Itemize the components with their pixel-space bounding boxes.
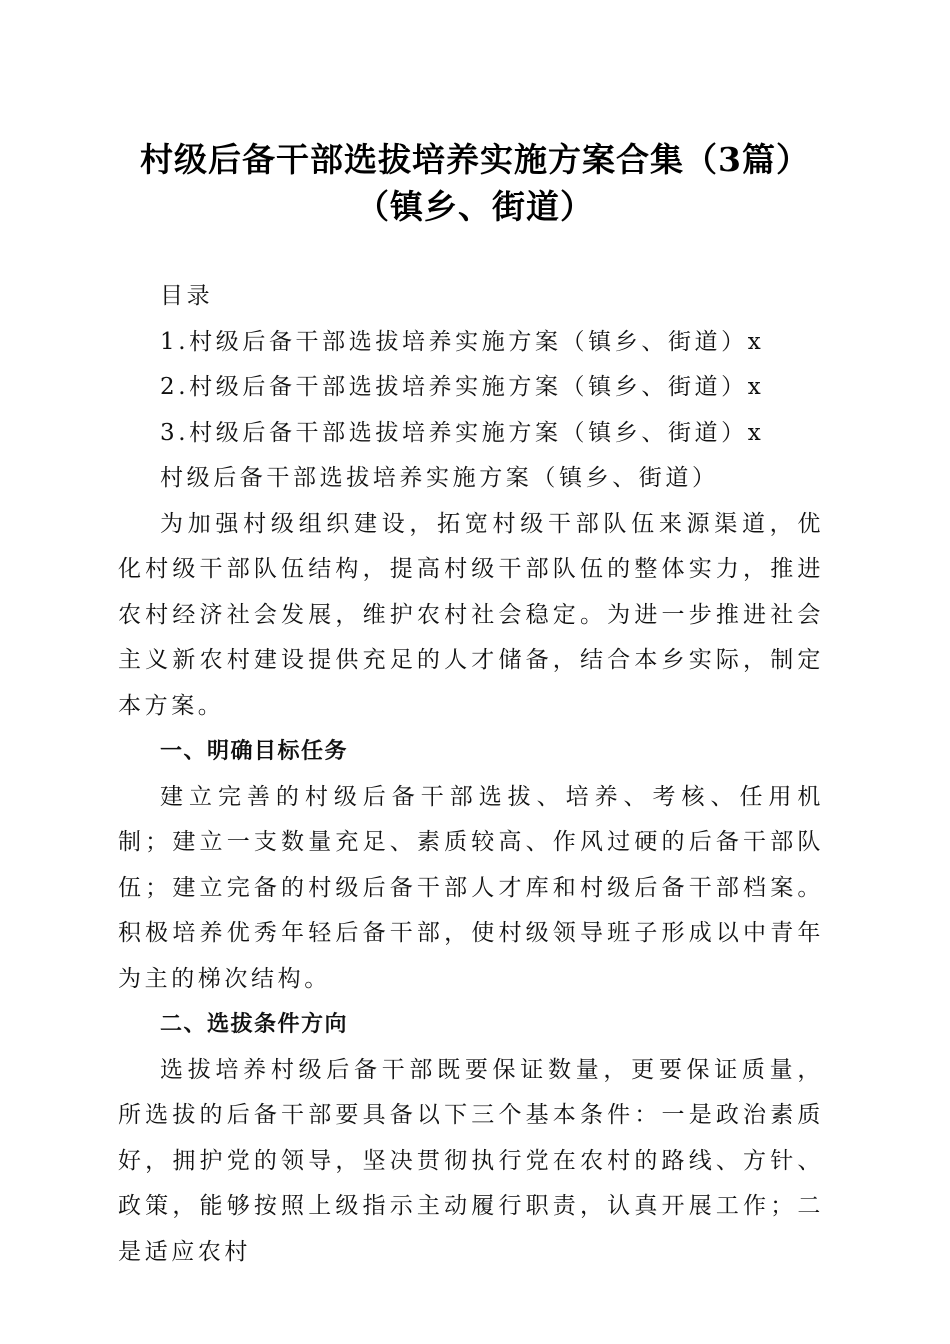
section-heading: 二、选拔条件方向	[160, 1012, 349, 1037]
document-title: 村级后备干部选拔培养实施方案合集（3篇）	[140, 140, 810, 179]
toc-item[interactable]: 2.村级后备干部选拔培养实施方案（镇乡、街道）x	[160, 374, 765, 400]
document-body	[118, 274, 824, 1275]
toc-heading: 目录	[160, 283, 214, 309]
section-paragraph: 选拔培养村级后备干部既要保证数量，更要保证质量，所选拔的后备干部要具备以下三个基本条件：一是政治素质好，拥护党的领导，坚决贯彻执行党在农村的路线、方针、政策，能够按照上级指示主动履行职责，认真开展工作；二是适应农村	[118, 1056, 824, 1265]
document-title-scope: （镇乡、街道）	[356, 187, 594, 226]
section-subtitle: 村级后备干部选拔培养实施方案（镇乡、街道）	[160, 465, 719, 491]
toc-item[interactable]: 1.村级后备干部选拔培养实施方案（镇乡、街道）x	[160, 328, 765, 355]
toc-item[interactable]: 3.村级后备干部选拔培养实施方案（镇乡、街道）x	[160, 419, 765, 446]
intro-paragraph: 为加强村级组织建设，拓宽村级干部队伍来源渠道，优化村级干部队伍结构，提高村级干部队伍的整体实力，推进农村经济社会发展，维护农村社会稳定。为进一步推进社会主义新农村建设提供充足的人才储备，结合本乡实际，制定本方案。	[118, 510, 824, 719]
section-heading: 一、明确目标任务	[160, 739, 349, 764]
section-paragraph: 建立完善的村级后备干部选拔、培养、考核、任用机制；建立一支数量充足、素质较高、作风过硬的后备干部队伍；建立完备的村级后备干部人才库和村级后备干部档案。积极培养优秀年轻后备干部，使村级领导班子形成以中青年为主的梯次结构。	[118, 783, 824, 992]
